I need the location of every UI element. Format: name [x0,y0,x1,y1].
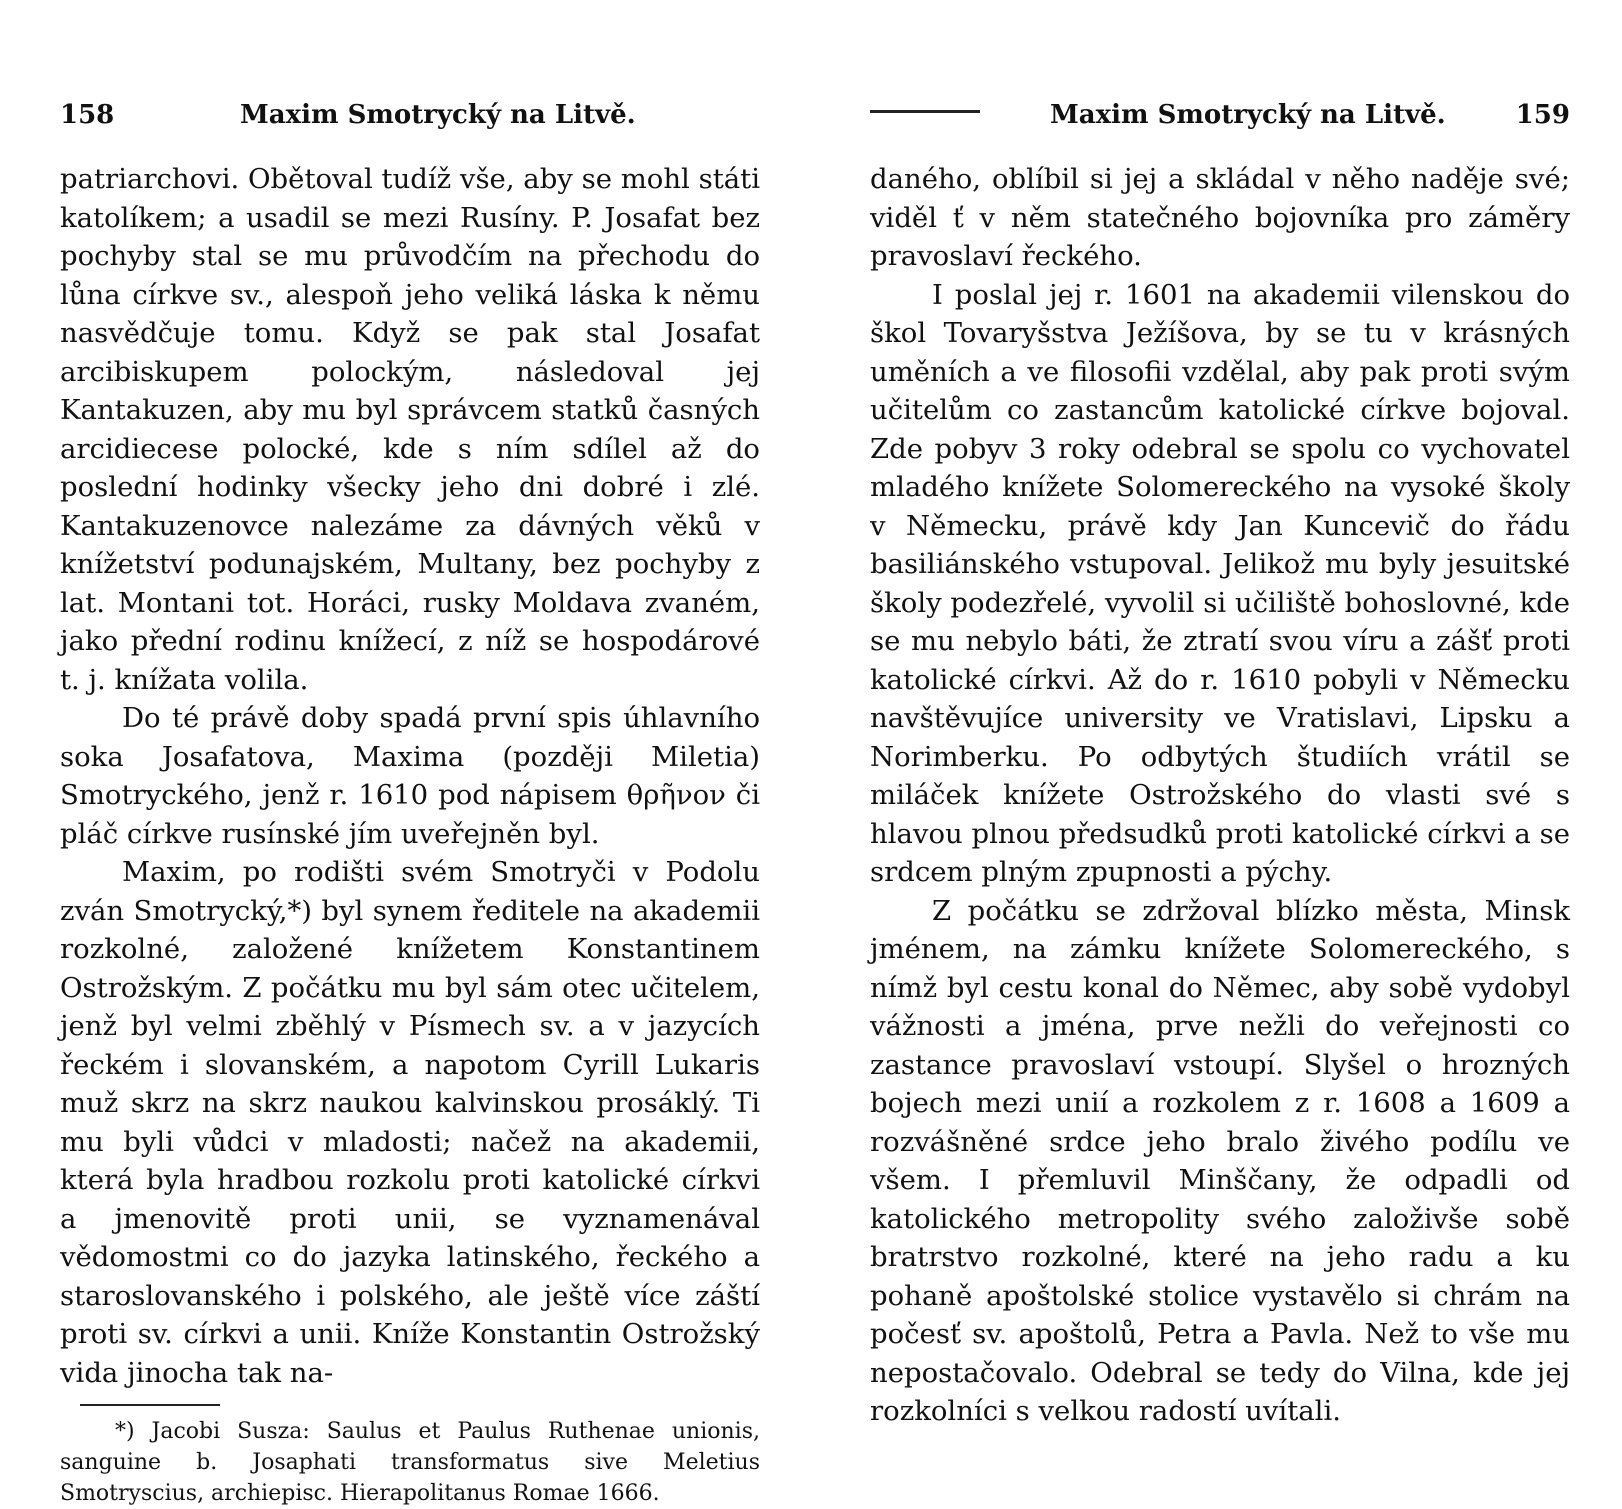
footnote-rule [80,1404,220,1406]
right-paragraph-1: daného, oblíbil si jej a skládal v něho naděje své; viděl ť v něm statečného bojovníka pro záměry pravoslaví řeckého. [870,163,1570,272]
right-body-text [870,160,1570,1431]
right-page [870,0,1570,1431]
right-paragraph-3: Z počátku se zdržoval blízko města, Minsk jménem, na zámku knížete Solomereckého, s nímž byl cestu konal do Němec, aby sobě vydobyl vážnosti a jména, prve nežli do veřejnosti co zastance pravoslaví vstoupí. Slyšel o hrozných bojech mezi unií a rozkolem z r. 1608 a 1609 a rozvášněné srdce jeho bralo živého podílu ve všem. I přemluvil Minščany, že odpadli od katolického metropolity svého založivše sobě bratrstvo rozkolné, které na jeho radu a ku pohaně apoštolské stolice vystavělo si chrám na počesť sv. apoštolů, Petra a Pavla. Než to vše mu nepostačovalo. Odebral se tedy do Vilna, kde jej rozkolníci s velkou radostí uvítali. [870,894,1570,1427]
right-running-head: Maxim Smotrycký na Litvě. [1050,100,1446,130]
right-page-header [870,100,1570,160]
right-paragraph-2: I poslal jej r. 1601 na akademii vilenskou do škol Tovaryšstva Ježíšova, by se tu v krásných uměních a ve filosofii vzdělal, aby pak proti svým učitelům co zastancům katolické církve bojoval. Zde pobyv 3 roky odebral se spolu co vychovatel mladého knížete Solomereckého na vysoké školy v Německu, právě kdy Jan Kuncevič do řádu basiliánského vstupoval. Jelikož mu byly jesuitské školy podezřelé, vyvolil si učiliště bohoslovné, kde se mu nebylo báti, že ztratí svou víru a zášť proti katolické církvi. Až do r. 1610 pobyli v Německu navštěvujíce university ve Vratislavi, Lipsku a Norimberku. Po odbytých študiích vrátil se miláček knížete Ostrožského do vlasti své s hlavou plnou předsudků proti katolické církvi a se srdcem plným zpupnosti a pýchy. [870,278,1570,888]
left-page [60,0,760,1509]
left-page-header [60,100,760,160]
left-paragraph-1: patriarchovi. Obětoval tudíž vše, aby se mohl státi katolíkem; a usadil se mezi Rusíny. P. Josafat bez pochyby stal se mu průvodčím na přechodu do lůna církve sv., alespoň jeho veliká láska k němu nasvědčuje tomu. Když se pak stal Josafat arcibiskupem polockým, následoval jej Kantakuzen, aby mu byl správcem statků časných arcidiecese polocké, kde s ním sdílel až do poslední hodinky všecky jeho dni dobré i zlé. Kantakuzenovce nalezáme za dávných věků v knížetství podunajském, Multany, bez pochyby z lat. Montani tot. Horáci, rusky Moldava zvaném, jako přední rodinu knížecí, z níž se hospodárové t. j. knížata volila. [60,163,761,696]
left-page-number: 158 [60,100,115,130]
left-body-text [60,160,760,1392]
left-paragraph-3: Maxim, po rodišti svém Smotryči v Podolu zván Smotrycký,*) byl synem ředitele na akademii rozkolné, založené knížetem Konstantinem Ostrožským. Z počátku mu byl sám otec učitelem, jenž byl velmi zběhlý v Písmech sv. a v jazycích řeckém i slovanském, a napotom Cyrill Lukaris muž skrz na skrz naukou kalvinskou prosáklý. Ti mu byli vůdci v mladosti; načež na akademii, která byla hradbou rozkolu proti katolické církvi a jmenovitě proti unii, se vyznamenával vědomostmi co do jazyka latinského, řeckého a staroslovanského i polského, ale ještě více záští proti sv. církvi a unii. Kníže Konstantin Ostrožský vida jinocha tak na- [60,856,760,1389]
footnote: *) Jacobi Susza: Saulus et Paulus Ruthenae unionis, sanguine b. Josaphati transformatus sive Meletius Smotryscius, archiepisc. Hierapolitanus Romae 1666. [60,1419,760,1506]
header-rule-fragment [870,110,980,113]
right-page-number: 159 [1515,100,1570,130]
left-paragraph-2: Do té právě doby spadá první spis úhlavního soka Josafatova, Maxima (později Miletia) Smotryckého, jenž r. 1610 pod nápisem θρῆνον či pláč církve rusínské jím uveřejněn byl. [60,702,760,850]
left-running-head: Maxim Smotrycký na Litvě. [240,100,636,130]
